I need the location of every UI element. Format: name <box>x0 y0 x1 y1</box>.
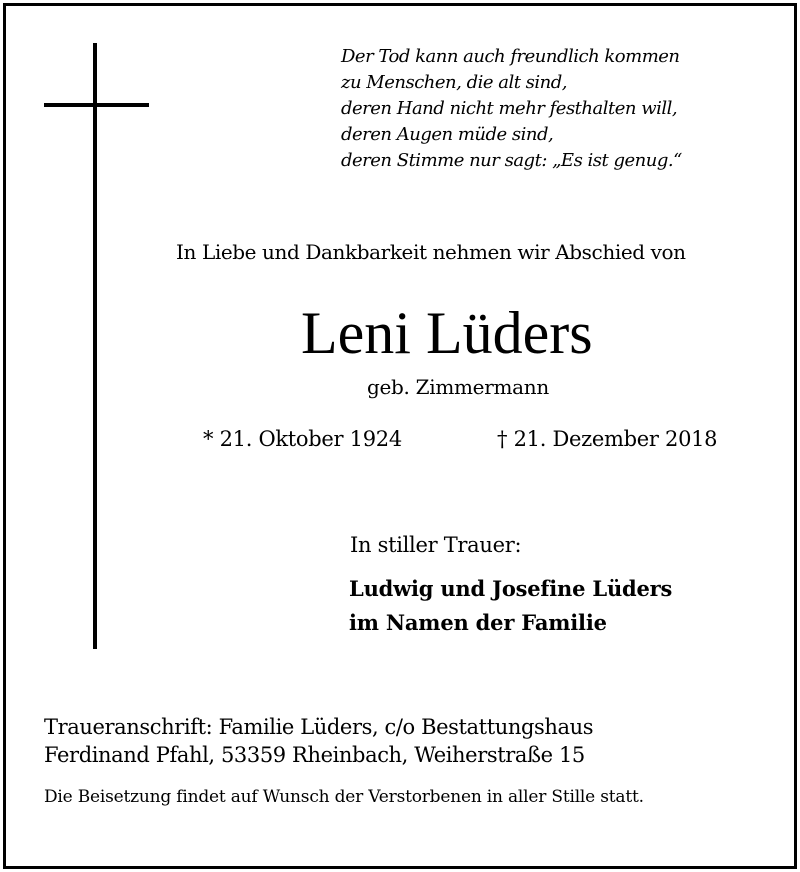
address-line: Traueranschrift: Familie Lüders, c/o Bestattungshaus <box>44 715 594 739</box>
poem-line: deren Augen müde sind, <box>341 124 554 145</box>
death-date: † 21. Dezember 2018 <box>497 427 718 451</box>
cross-icon-vertical-bar <box>93 43 97 649</box>
mourners-line: Ludwig und Josefine Lüders <box>349 576 673 601</box>
birth-date: * 21. Oktober 1924 <box>203 427 402 451</box>
farewell-intro: In Liebe und Dankbarkeit nehmen wir Abschied von <box>176 240 686 264</box>
mourners-signature <box>349 572 672 640</box>
deceased-name: Leni Lüders <box>301 300 593 366</box>
cross-icon-horizontal-bar <box>44 103 149 107</box>
birth-name: geb. Zimmermann <box>367 375 549 399</box>
mourning-label: In stiller Trauer: <box>350 533 522 557</box>
poem-line: deren Hand nicht mehr festhalten will, <box>341 98 678 119</box>
address-line: Ferdinand Pfahl, 53359 Rheinbach, Weiherstraße 15 <box>44 743 585 767</box>
poem <box>341 44 682 174</box>
poem-line: zu Menschen, die alt sind, <box>341 72 568 93</box>
mourning-address <box>44 713 593 769</box>
burial-note: Die Beisetzung findet auf Wunsch der Verstorbenen in aller Stille statt. <box>44 787 644 807</box>
poem-line: Der Tod kann auch freundlich kommen <box>341 46 680 67</box>
poem-line: deren Stimme nur sagt: „Es ist genug.“ <box>341 150 682 171</box>
mourners-line: im Namen der Familie <box>349 610 607 635</box>
